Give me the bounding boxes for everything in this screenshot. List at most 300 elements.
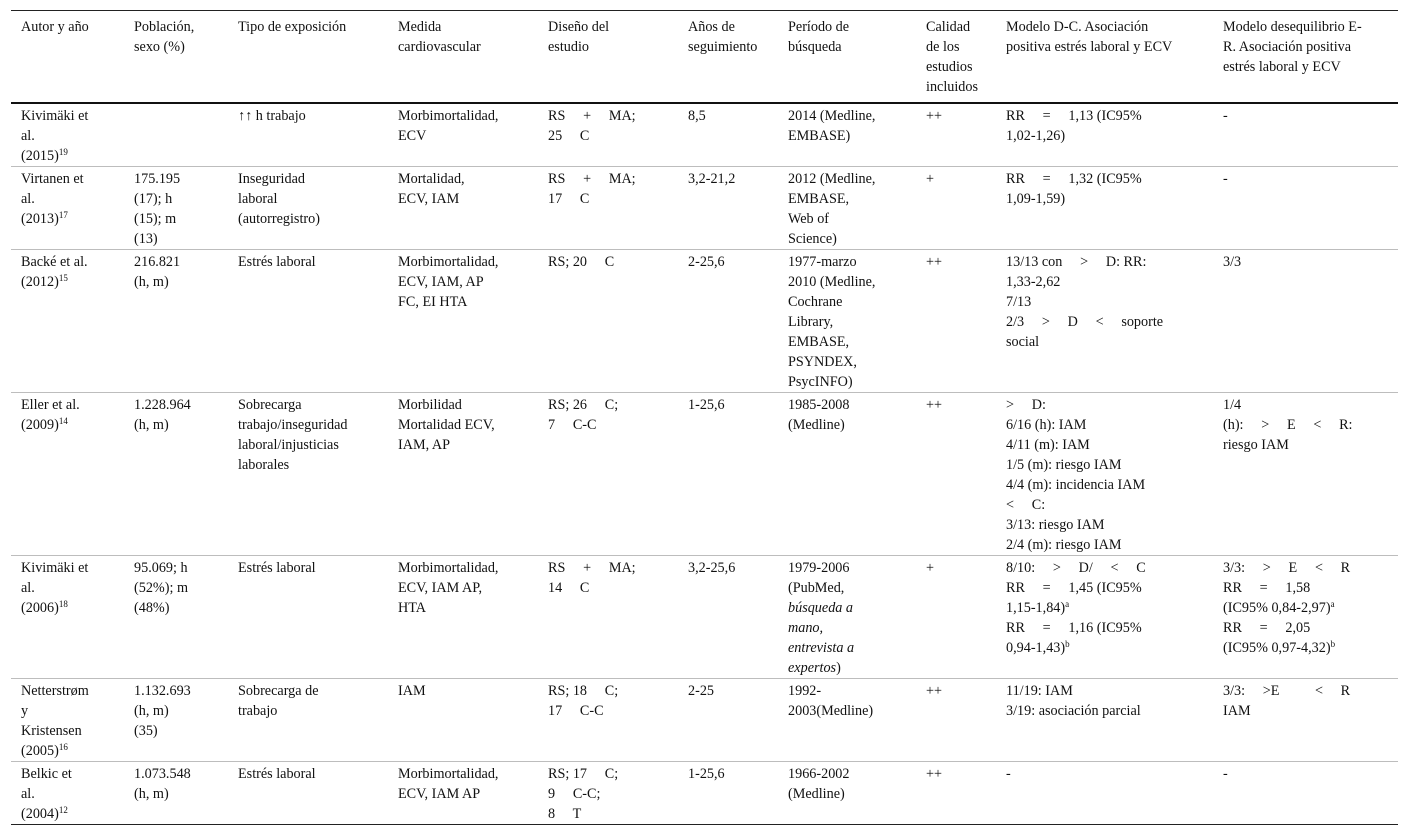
cell-line xyxy=(238,558,382,578)
reference-superscript: b xyxy=(1330,639,1336,649)
cell-line xyxy=(134,784,222,804)
cell-text: 3/3 xyxy=(1223,254,1242,270)
cell-line xyxy=(1006,17,1207,37)
cell-line xyxy=(398,252,532,272)
table-row xyxy=(11,556,1398,679)
cell-text: RS; 18 C; xyxy=(548,683,619,699)
cell-calidad xyxy=(916,393,996,556)
cell-line xyxy=(548,415,672,435)
cell-text: (52%); m xyxy=(134,580,188,596)
cell-text: IAM xyxy=(1223,703,1251,719)
cell-text: expertos xyxy=(788,660,837,676)
cell-text: (IC95% 0,84-2,97) xyxy=(1223,600,1331,616)
cell-autor xyxy=(11,556,124,679)
cell-line xyxy=(926,37,990,57)
cell-line xyxy=(21,252,118,272)
cell-line xyxy=(788,106,910,126)
cell-text: (2013) xyxy=(21,211,59,227)
cell-text: ECV xyxy=(398,128,427,144)
cell-line xyxy=(788,169,910,189)
cell-text: 17 C-C xyxy=(548,703,604,719)
cell-line xyxy=(1006,435,1207,455)
cell-text: Inseguridad xyxy=(238,171,305,187)
cell-text: (Medline) xyxy=(788,786,845,802)
cell-text: Netterstrøm xyxy=(21,683,89,699)
cell-busqueda xyxy=(778,167,916,250)
cell-text: 2/3 > D < soporte xyxy=(1006,314,1164,330)
cell-poblacion xyxy=(124,250,228,393)
cell-line xyxy=(398,578,532,598)
cell-line xyxy=(21,578,118,598)
cell-poblacion xyxy=(124,393,228,556)
cell-text: 17 C xyxy=(548,191,590,207)
cell-busqueda xyxy=(778,762,916,825)
cell-text: Morbimortalidad, xyxy=(398,108,499,124)
cell-line xyxy=(1223,435,1392,455)
cell-calidad xyxy=(916,556,996,679)
cell-line xyxy=(398,292,532,312)
cell-diseno xyxy=(538,679,678,762)
cell-line xyxy=(1223,57,1392,77)
cell-line xyxy=(1006,764,1207,784)
cell-text: Kivimäki et xyxy=(21,560,89,576)
cell-exposicion xyxy=(228,250,388,393)
cell-text: 1,09-1,59) xyxy=(1006,191,1066,207)
cell-line xyxy=(134,721,222,741)
cell-text: entrevista a xyxy=(788,640,855,656)
cell-line xyxy=(788,658,910,678)
cell-text: (h, m) xyxy=(134,786,169,802)
cell-text: 175.195 xyxy=(134,171,181,187)
cell-text: (h, m) xyxy=(134,417,169,433)
cell-text: al. xyxy=(21,191,35,207)
cell-text: 1977-marzo xyxy=(788,254,857,270)
reference-superscript: 18 xyxy=(58,599,68,609)
cell-line xyxy=(548,126,672,146)
cell-text: + xyxy=(926,560,935,576)
cell-text: trabajo xyxy=(238,703,278,719)
cell-poblacion xyxy=(124,103,228,167)
cell-line xyxy=(688,681,772,701)
cell-line xyxy=(788,37,910,57)
cell-calidad xyxy=(916,762,996,825)
cell-text: ECV, IAM AP xyxy=(398,786,481,802)
cell-poblacion xyxy=(124,762,228,825)
cell-text: RR = 1,58 xyxy=(1223,580,1311,596)
cell-line xyxy=(788,618,910,638)
cell-modelo-er xyxy=(1213,393,1398,556)
cell-line xyxy=(398,126,532,146)
cell-line xyxy=(134,395,222,415)
cell-text: ECV, IAM xyxy=(398,191,460,207)
cell-text: (PubMed, xyxy=(788,580,845,596)
cell-text: (2015) xyxy=(21,148,59,164)
cell-line xyxy=(1006,189,1207,209)
cell-text: 13/13 con > D: RR: xyxy=(1006,254,1147,270)
cell-seguimiento xyxy=(678,762,778,825)
cell-line xyxy=(1223,638,1392,658)
cell-modelo-dc xyxy=(996,250,1213,393)
reference-superscript: a xyxy=(1330,599,1335,609)
cell-line xyxy=(1006,578,1207,598)
cell-line xyxy=(398,764,532,784)
col-header-medida xyxy=(388,11,538,104)
cell-line xyxy=(21,764,118,784)
cell-text: ECV, IAM AP, xyxy=(398,580,483,596)
cell-text: 1/4 xyxy=(1223,397,1242,413)
cell-text: ++ xyxy=(926,683,943,699)
cell-seguimiento xyxy=(678,679,778,762)
cell-line xyxy=(134,37,222,57)
cell-text: Belkic et xyxy=(21,766,72,782)
cell-autor xyxy=(11,103,124,167)
cell-text: de los xyxy=(926,39,960,55)
cell-line xyxy=(398,17,532,37)
cell-text: 0,94-1,43) xyxy=(1006,640,1066,656)
cell-line xyxy=(134,17,222,37)
cell-line xyxy=(238,252,382,272)
cell-diseno xyxy=(538,393,678,556)
cell-text: IAM xyxy=(398,683,426,699)
cell-line xyxy=(1006,598,1207,618)
cell-exposicion xyxy=(228,556,388,679)
cell-text: 7 C-C xyxy=(548,417,597,433)
cell-line xyxy=(21,146,118,166)
cell-autor xyxy=(11,762,124,825)
cell-text: RR = 2,05 xyxy=(1223,620,1311,636)
cell-line xyxy=(788,395,910,415)
cell-text: 1.132.693 xyxy=(134,683,191,699)
cell-line xyxy=(788,189,910,209)
cell-text: (h, m) xyxy=(134,274,169,290)
cell-text: 2014 (Medline, xyxy=(788,108,876,124)
cell-text: 3/3: > E < R xyxy=(1223,560,1351,576)
cell-line xyxy=(134,578,222,598)
cell-text: + xyxy=(926,171,935,187)
cell-medida xyxy=(388,393,538,556)
cell-line xyxy=(134,169,222,189)
cell-text: 9 C-C; xyxy=(548,786,601,802)
cell-line xyxy=(788,126,910,146)
cell-line xyxy=(238,435,382,455)
cell-line xyxy=(238,415,382,435)
cell-text: RR = 1,45 (IC95% xyxy=(1006,580,1142,596)
cell-line xyxy=(398,681,532,701)
cell-text: RS + MA; xyxy=(548,108,636,124)
cell-text: seguimiento xyxy=(688,39,758,55)
cell-modelo-er xyxy=(1213,679,1398,762)
cell-line xyxy=(21,721,118,741)
cell-text-suffix: ) xyxy=(836,660,841,676)
cell-line xyxy=(21,558,118,578)
cell-text: 25 C xyxy=(548,128,590,144)
cell-line xyxy=(21,209,118,229)
cell-text: 2010 (Medline, xyxy=(788,274,876,290)
cell-line xyxy=(398,272,532,292)
cell-line xyxy=(21,784,118,804)
cell-line xyxy=(398,37,532,57)
cell-line xyxy=(1006,681,1207,701)
cell-line xyxy=(1006,312,1207,332)
cell-line xyxy=(21,598,118,618)
cell-text: Diseño del xyxy=(548,19,610,35)
table-row xyxy=(11,679,1398,762)
cell-text: PSYNDEX, xyxy=(788,354,857,370)
cell-line xyxy=(548,578,672,598)
cell-text: (2004) xyxy=(21,806,59,822)
cell-line xyxy=(398,106,532,126)
cell-text: Sobrecarga xyxy=(238,397,302,413)
cell-modelo-er xyxy=(1213,762,1398,825)
cell-line xyxy=(548,189,672,209)
cell-line xyxy=(398,784,532,804)
cell-text: Morbilidad xyxy=(398,397,462,413)
cell-text: mano, xyxy=(788,620,824,636)
cell-text: EMBASE) xyxy=(788,128,851,144)
cell-line xyxy=(548,804,672,824)
cell-line xyxy=(1006,292,1207,312)
cell-text: Población, xyxy=(134,19,195,35)
cell-text: ECV, IAM, AP xyxy=(398,274,484,290)
cell-line xyxy=(238,681,382,701)
cell-text: Tipo de exposición xyxy=(238,19,347,35)
cell-text: búsqueda a xyxy=(788,600,854,616)
cell-text: Autor y año xyxy=(21,19,89,35)
cell-line xyxy=(238,169,382,189)
cell-text: 1-25,6 xyxy=(688,766,725,782)
cell-text: 2-25 xyxy=(688,683,715,699)
cell-text: búsqueda xyxy=(788,39,842,55)
cell-text: PsycINFO) xyxy=(788,374,853,390)
cell-medida xyxy=(388,250,538,393)
cell-modelo-dc xyxy=(996,393,1213,556)
cell-text: (17); h xyxy=(134,191,173,207)
cell-line xyxy=(1223,764,1392,784)
cell-line xyxy=(134,189,222,209)
cell-line xyxy=(1006,332,1207,352)
cell-line xyxy=(688,395,772,415)
cell-calidad xyxy=(916,167,996,250)
cell-text: 1,33-2,62 xyxy=(1006,274,1061,290)
cell-text: ++ xyxy=(926,254,943,270)
cell-line xyxy=(926,57,990,77)
col-header-busqueda xyxy=(778,11,916,104)
cell-line xyxy=(788,17,910,37)
cell-line xyxy=(926,681,990,701)
cell-text: (h, m) xyxy=(134,703,169,719)
cell-text: RR = 1,32 (IC95% xyxy=(1006,171,1142,187)
cell-text: Mortalidad, xyxy=(398,171,465,187)
cell-line xyxy=(238,209,382,229)
cell-line xyxy=(688,764,772,784)
cell-poblacion xyxy=(124,167,228,250)
cell-text: 4/11 (m): IAM xyxy=(1006,437,1090,453)
cell-line xyxy=(926,558,990,578)
cell-line xyxy=(1223,106,1392,126)
cell-seguimiento xyxy=(678,393,778,556)
cell-diseno xyxy=(538,556,678,679)
cell-line xyxy=(238,189,382,209)
cell-text: Calidad xyxy=(926,19,971,35)
cell-autor xyxy=(11,393,124,556)
cell-line xyxy=(926,252,990,272)
cell-line xyxy=(21,701,118,721)
cell-line xyxy=(1006,475,1207,495)
cell-line xyxy=(1006,126,1207,146)
cell-seguimiento xyxy=(678,103,778,167)
table-row xyxy=(11,250,1398,393)
reference-superscript: 19 xyxy=(58,147,68,157)
cell-text: 3,2-21,2 xyxy=(688,171,736,187)
cell-line xyxy=(688,558,772,578)
cell-line xyxy=(398,415,532,435)
cell-line xyxy=(548,784,672,804)
cell-text: Science) xyxy=(788,231,837,247)
cell-text: 8,5 xyxy=(688,108,706,124)
cell-line xyxy=(788,784,910,804)
cell-line xyxy=(1223,415,1392,435)
cell-text: RR = 1,13 (IC95% xyxy=(1006,108,1142,124)
cell-text: 3/3: >E < R xyxy=(1223,683,1351,699)
cell-text: Medida xyxy=(398,19,442,35)
cell-line xyxy=(21,169,118,189)
cell-line xyxy=(238,701,382,721)
cell-text: Período de xyxy=(788,19,850,35)
cell-line xyxy=(1006,415,1207,435)
cell-line xyxy=(788,558,910,578)
cell-text: 1992- xyxy=(788,683,822,699)
cell-text: (Medline) xyxy=(788,417,845,433)
table-row xyxy=(11,167,1398,250)
cell-text: estrés laboral y ECV xyxy=(1223,59,1341,75)
cell-text: al. xyxy=(21,580,35,596)
cell-line xyxy=(134,558,222,578)
cell-line xyxy=(21,106,118,126)
cell-line xyxy=(788,578,910,598)
cell-line xyxy=(926,106,990,126)
cell-line xyxy=(788,229,910,249)
cell-line xyxy=(1223,598,1392,618)
cell-diseno xyxy=(538,167,678,250)
cell-text: Kivimäki et xyxy=(21,108,89,124)
cell-text: Morbimortalidad, xyxy=(398,254,499,270)
cell-line xyxy=(788,352,910,372)
cell-text: RR = 1,16 (IC95% xyxy=(1006,620,1142,636)
cell-line xyxy=(1223,578,1392,598)
cell-line xyxy=(1223,17,1392,37)
cell-line xyxy=(1223,558,1392,578)
cell-text: HTA xyxy=(398,600,427,616)
cell-line xyxy=(926,395,990,415)
cell-line xyxy=(1006,638,1207,658)
cell-text: 8/10: > D/ < C xyxy=(1006,560,1146,576)
cell-line xyxy=(21,272,118,292)
cell-line xyxy=(926,17,990,37)
cell-line xyxy=(1223,701,1392,721)
cell-text: 2/4 (m): riesgo IAM xyxy=(1006,537,1122,553)
cell-busqueda xyxy=(778,393,916,556)
cell-line xyxy=(548,558,672,578)
cell-medida xyxy=(388,556,538,679)
cell-line xyxy=(548,169,672,189)
cell-text: - xyxy=(1006,766,1011,782)
cell-text: 1-25,6 xyxy=(688,397,725,413)
cell-line xyxy=(548,701,672,721)
cell-line xyxy=(926,169,990,189)
cell-text: 1,02-1,26) xyxy=(1006,128,1066,144)
col-header-diseno xyxy=(538,11,678,104)
cell-diseno xyxy=(538,103,678,167)
cell-text: (h): > E < R: xyxy=(1223,417,1353,433)
cell-text: > D: xyxy=(1006,397,1046,413)
cell-text: Mortalidad ECV, xyxy=(398,417,495,433)
cell-line xyxy=(788,252,910,272)
cell-modelo-er xyxy=(1213,103,1398,167)
cell-text: Modelo desequilibrio E- xyxy=(1223,19,1362,35)
cell-text: Cochrane xyxy=(788,294,843,310)
cell-line xyxy=(238,455,382,475)
cell-line xyxy=(788,372,910,392)
cell-line xyxy=(134,229,222,249)
table-row xyxy=(11,393,1398,556)
cell-modelo-er xyxy=(1213,556,1398,679)
cell-text: laboral/injusticias xyxy=(238,437,339,453)
cell-text: RS + MA; xyxy=(548,560,636,576)
cell-text: 1966-2002 xyxy=(788,766,850,782)
cell-line xyxy=(926,764,990,784)
reference-superscript: a xyxy=(1065,599,1070,609)
reference-superscript: 16 xyxy=(58,742,68,752)
cell-text: Eller et al. xyxy=(21,397,80,413)
cell-text: 2012 (Medline, xyxy=(788,171,876,187)
cell-line xyxy=(1006,558,1207,578)
col-header-modelo-er xyxy=(1213,11,1398,104)
cell-line xyxy=(548,252,672,272)
cell-line xyxy=(21,415,118,435)
cell-line xyxy=(688,106,772,126)
cell-line xyxy=(1006,701,1207,721)
cell-line xyxy=(134,701,222,721)
cell-text: 3/19: asociación parcial xyxy=(1006,703,1141,719)
cell-medida xyxy=(388,103,538,167)
cell-text: FC, EI HTA xyxy=(398,294,468,310)
cell-text: estudios xyxy=(926,59,973,75)
cell-line xyxy=(788,272,910,292)
cell-line xyxy=(788,638,910,658)
cell-text: Estrés laboral xyxy=(238,254,316,270)
cell-text: 4/4 (m): incidencia IAM xyxy=(1006,477,1146,493)
cell-line xyxy=(1223,37,1392,57)
cell-modelo-dc xyxy=(996,556,1213,679)
cell-line xyxy=(1223,252,1392,272)
cell-text: RS; 20 C xyxy=(548,254,615,270)
col-header-seguimiento xyxy=(678,11,778,104)
cell-exposicion xyxy=(228,762,388,825)
cell-line xyxy=(21,126,118,146)
cell-text: ↑↑ h trabajo xyxy=(238,108,306,124)
cell-text: riesgo IAM xyxy=(1223,437,1289,453)
cell-text: estudio xyxy=(548,39,589,55)
cell-exposicion xyxy=(228,679,388,762)
cell-line xyxy=(788,415,910,435)
cell-line xyxy=(238,764,382,784)
cell-text: 3/13: riesgo IAM xyxy=(1006,517,1105,533)
cell-modelo-er xyxy=(1213,167,1398,250)
cell-line xyxy=(1006,455,1207,475)
cell-diseno xyxy=(538,250,678,393)
cell-line xyxy=(398,598,532,618)
cell-exposicion xyxy=(228,167,388,250)
